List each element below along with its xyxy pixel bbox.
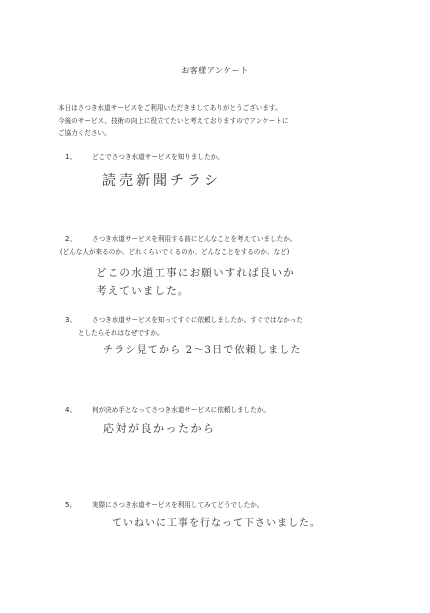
- answer-line: チラシ見てから 2〜3日で依頼しました: [103, 345, 302, 356]
- question-text: [92, 151, 392, 164]
- question-line: 実際にさつき水道サービスを利用してみてどうでしたか。: [92, 501, 264, 509]
- answer-3-handwriting: [103, 341, 302, 356]
- question-2-note: [60, 246, 400, 259]
- question-text: [78, 314, 392, 340]
- survey-title: お客様アンケート: [181, 66, 249, 75]
- question-number: 5、: [65, 501, 77, 509]
- intro-line: 本日はさつき水道サービスをご利用いただきましてありがとうございます。: [58, 104, 282, 112]
- question-line: どこでさつき水道サービスを知りましたか。: [92, 153, 224, 161]
- answer-line: ていねいに工事を行なって下さいました。: [112, 518, 321, 529]
- question-line: としたらそれはなぜですか。: [78, 329, 164, 337]
- answer-4-handwriting: [103, 420, 216, 436]
- question-text: [92, 499, 392, 512]
- answer-line: 応対が良かったから: [103, 422, 216, 435]
- answer-line: 読売新聞チラシ: [102, 173, 221, 189]
- question-text: [92, 233, 392, 246]
- question-number: 3、: [65, 316, 77, 324]
- question-line: さつき水道サービスを知ってすぐに依頼しましたか。すぐではなかった: [92, 316, 303, 324]
- answer-line: どこの水道工事にお願いすれば良いか: [96, 267, 295, 279]
- intro-line: 今後のサービス、技術の向上に役立てたいと考えておりますのでアンケートに: [58, 116, 289, 125]
- answer-5-handwriting: [112, 514, 321, 529]
- answer-line: 考えていました。: [96, 285, 190, 297]
- question-line: (どんな人が来るのか、どれくらいでくるのか、どんなことをするのか、など): [60, 248, 290, 256]
- intro-text: [58, 102, 388, 140]
- question-line: 何が決め手となってさつき水道サービスに依頼しましたか。: [92, 406, 271, 414]
- question-line: さつき水道サービスを利用する前にどんなことを考えていましたか。: [92, 235, 297, 243]
- question-number: 4、: [65, 406, 77, 414]
- question-text: [92, 404, 392, 417]
- question-number: 1、: [65, 153, 77, 161]
- answer-1-handwriting: [102, 170, 221, 190]
- answer-2-handwriting: [96, 264, 295, 300]
- question-number: 2、: [65, 235, 77, 243]
- intro-line: ご協力ください。: [58, 129, 111, 137]
